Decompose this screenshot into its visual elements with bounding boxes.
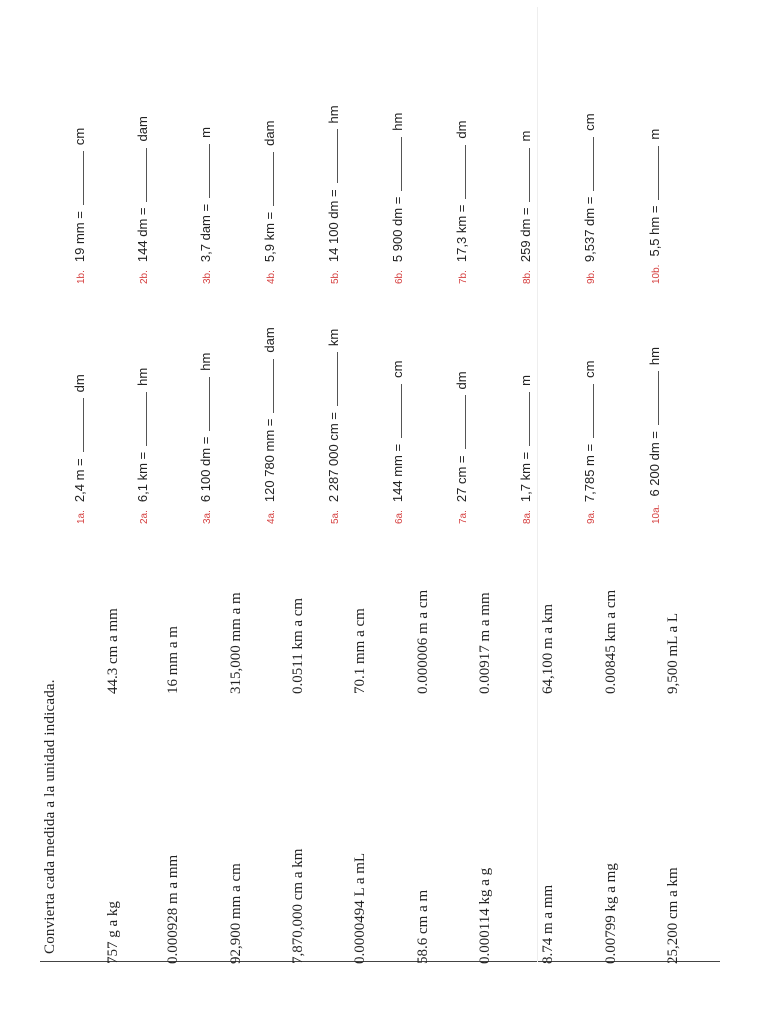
conversion-item: 92,900 mm a cm [228, 863, 244, 964]
target-unit: cm [390, 360, 405, 378]
target-unit: hm [647, 347, 662, 366]
answer-blank[interactable] [326, 129, 338, 183]
conversion-item: 9,500 mL a L [665, 612, 681, 694]
answer-blank[interactable] [582, 384, 594, 438]
exercise-expression: 9,537 dm = [582, 196, 597, 263]
exercise-expression: 27 cm = [454, 455, 469, 503]
exercise-number: 4a. [266, 510, 277, 524]
answer-blank[interactable] [135, 392, 147, 446]
answer-blank[interactable] [647, 146, 659, 200]
exercise-number: 8a. [522, 510, 533, 524]
exercise-expression: 6,1 km = [135, 451, 150, 503]
conversion-item: 757 g a kg [105, 901, 121, 964]
answer-blank[interactable] [454, 145, 466, 199]
answer-blank[interactable] [326, 352, 338, 406]
exercise-expression: 17,3 km = [454, 204, 469, 263]
exercise-row [135, 368, 150, 524]
target-unit: dam [262, 120, 277, 146]
exercise-row [454, 371, 469, 524]
answer-blank[interactable] [518, 392, 530, 446]
target-unit: hm [390, 112, 405, 131]
exercise-number: 4b. [266, 270, 277, 284]
answer-blank[interactable] [582, 137, 594, 191]
exercise-number: 9b. [586, 270, 597, 284]
exercise-expression: 2,4 m = [72, 458, 87, 503]
exercise-number: 2a. [139, 510, 150, 524]
target-unit: hm [135, 367, 150, 386]
target-unit: hm [198, 352, 213, 371]
section-divider [537, 7, 538, 962]
exercise-row [262, 121, 277, 284]
conversion-item: 25,200 cm a km [665, 867, 681, 964]
answer-blank[interactable] [262, 152, 274, 206]
exercise-row [262, 327, 277, 524]
answer-blank[interactable] [454, 395, 466, 449]
exercise-expression: 120 780 mm = [262, 418, 277, 503]
conversion-item: 8.74 m a mm [540, 884, 556, 964]
exercise-number: 5a. [330, 510, 341, 524]
target-unit: dm [454, 371, 469, 390]
exercise-number: 1a. [76, 510, 87, 524]
answer-blank[interactable] [518, 148, 530, 202]
conversion-item: 0.00799 kg a mg [603, 863, 619, 964]
exercise-row [326, 105, 341, 284]
exercise-expression: 259 dm = [518, 207, 533, 263]
exercise-expression: 14 100 dm = [326, 189, 341, 263]
exercise-expression: 144 dm = [135, 207, 150, 263]
exercise-number: 8b. [522, 270, 533, 284]
exercise-row [582, 361, 597, 524]
exercise-number: 7a. [458, 510, 469, 524]
conversion-item: 0.000928 m a mm [165, 854, 181, 964]
exercise-number: 10b. [651, 264, 662, 284]
conversion-item: 0.00845 km a cm [603, 589, 619, 694]
worksheet-instructions: Convierta cada medida a la unidad indicada. [42, 679, 58, 954]
exercise-expression: 144 mm = [390, 443, 405, 503]
exercise-expression: 7,785 m = [582, 443, 597, 503]
exercise-number: 7b. [458, 270, 469, 284]
exercise-expression: 3,7 dam = [198, 203, 213, 263]
answer-blank[interactable] [72, 151, 84, 205]
exercise-row [518, 131, 533, 284]
exercise-row [198, 127, 213, 284]
answer-blank[interactable] [647, 371, 659, 425]
conversion-item: 16 mm a m [165, 626, 181, 694]
conversion-item: 0.0511 km a cm [290, 597, 306, 694]
answer-blank[interactable] [262, 359, 274, 413]
exercise-expression: 6 100 dm = [198, 436, 213, 503]
exercise-row [647, 129, 662, 284]
target-unit: cm [582, 113, 597, 131]
exercise-expression: 5,5 hm = [647, 205, 662, 257]
exercise-expression: 2 287 000 cm = [326, 412, 341, 503]
exercise-number: 6a. [394, 510, 405, 524]
conversion-item: 58.6 cm a m [415, 889, 431, 964]
conversion-item: 7,870,000 cm a km [290, 848, 306, 964]
answer-blank[interactable] [390, 384, 402, 438]
exercise-row [647, 347, 662, 524]
conversion-item: 0.000006 m a cm [415, 589, 431, 694]
exercise-row [326, 329, 341, 524]
exercise-expression: 5,9 km = [262, 211, 277, 263]
conversion-item: 64,100 m a km [540, 604, 556, 694]
exercise-number: 2b. [139, 270, 150, 284]
exercise-expression: 6 200 dm = [647, 431, 662, 497]
target-unit: hm [326, 105, 341, 124]
exercise-row [72, 128, 87, 284]
exercise-number: 3b. [202, 270, 213, 284]
exercise-number: 10a. [651, 504, 662, 524]
conversion-item: 0.00917 m a mm [477, 592, 493, 694]
exercise-row [72, 374, 87, 524]
exercise-expression: 1,7 km = [518, 451, 533, 503]
exercise-row [390, 361, 405, 524]
exercise-row [582, 113, 597, 284]
exercise-number: 5b. [330, 270, 341, 284]
exercise-row [518, 375, 533, 524]
target-unit: dam [262, 327, 277, 353]
target-unit: cm [72, 127, 87, 146]
conversion-item: 315,000 mm a m [228, 592, 244, 694]
conversion-item: 70.1 mm a cm [352, 608, 368, 694]
exercise-number: 1b. [76, 270, 87, 284]
exercise-row [135, 116, 150, 284]
target-unit: dam [135, 116, 150, 142]
exercise-row [390, 113, 405, 284]
conversion-item: 0.000114 kg a g [477, 867, 493, 964]
target-unit: cm [582, 360, 597, 378]
exercise-row [198, 353, 213, 524]
target-unit: dm [454, 120, 469, 139]
target-unit: m [518, 130, 533, 142]
conversion-item: 44.3 cm a mm [105, 608, 121, 694]
conversion-item: 0.0000494 L a mL [352, 852, 368, 964]
target-unit: m [518, 375, 533, 386]
exercise-number: 9a. [586, 510, 597, 524]
exercise-expression: 5 900 dm = [390, 196, 405, 263]
target-unit: m [647, 128, 662, 140]
answer-blank[interactable] [135, 148, 147, 202]
exercise-number: 6b. [394, 270, 405, 284]
answer-blank[interactable] [72, 398, 84, 452]
target-unit: km [326, 328, 341, 347]
exercise-expression: 19 mm = [72, 211, 87, 263]
target-unit: dm [72, 374, 87, 393]
exercise-row [454, 121, 469, 284]
exercise-number: 3a. [202, 510, 213, 524]
answer-blank[interactable] [198, 377, 210, 431]
answer-blank[interactable] [390, 137, 402, 191]
target-unit: m [198, 127, 213, 138]
answer-blank[interactable] [198, 144, 210, 198]
